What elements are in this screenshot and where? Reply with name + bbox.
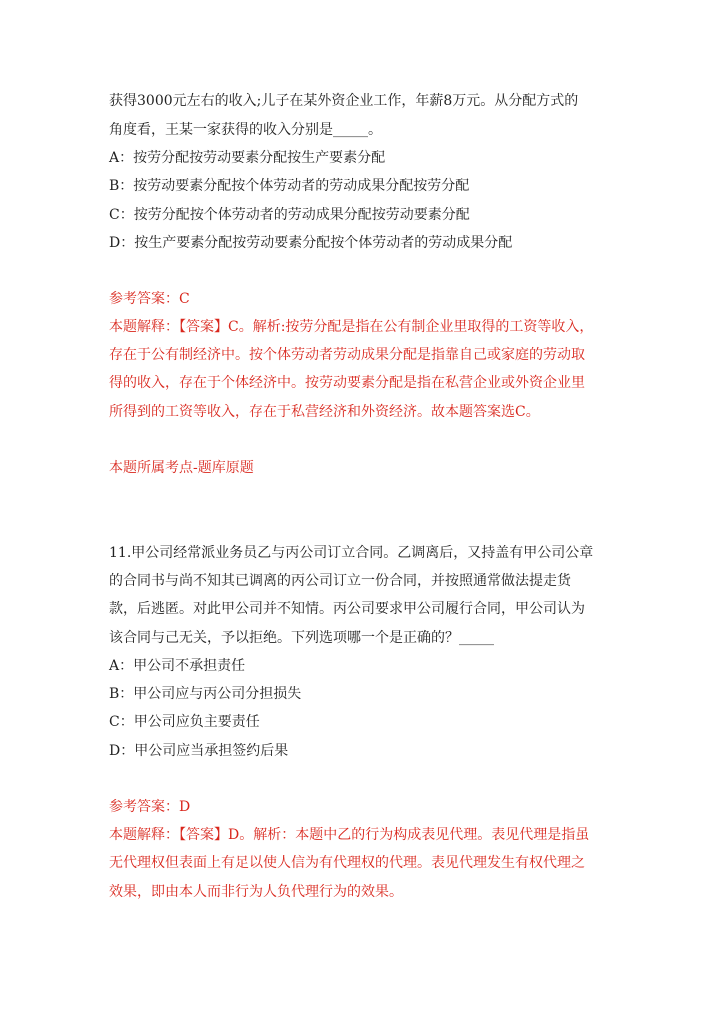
- question-11-option-b: B：甲公司应与丙公司分担损失: [109, 686, 302, 702]
- question-10-option-a: A：按劳分配按劳动要素分配按生产要素分配: [109, 150, 386, 166]
- question-11-option-d: D：甲公司应当承担签约后果: [109, 743, 289, 759]
- question-10-explanation-line-2: 存在于公有制经济中。按个体劳动者劳动成果分配是指靠自己或家庭的劳动取: [109, 347, 585, 363]
- question-10-explanation-line-1: 本题解释：【答案】C。解析:按劳分配是指在公有制企业里取得的工资等收入，: [109, 319, 594, 335]
- question-10-topic: 本题所属考点-题库原题: [109, 460, 254, 476]
- question-11-stem-line-3: 款，后逃匿。对此甲公司并不知情。丙公司要求甲公司履行合同，甲公司认为: [109, 601, 585, 617]
- question-10-option-d: D：按生产要素分配按劳动要素分配按个体劳动者的劳动成果分配: [109, 235, 513, 251]
- question-10-option-c: C：按劳分配按个体劳动者的劳动成果分配按劳动要素分配: [109, 207, 470, 223]
- question-11-stem-line-4: 该合同与己无关，予以拒绝。下列选项哪一个是正确的？_____: [109, 630, 494, 646]
- question-10-answer: 参考答案：C: [109, 291, 190, 307]
- question-11-stem-line-2: 的合同书与尚不知其已调离的丙公司订立一份合同，并按照通常做法提走货: [109, 573, 571, 589]
- question-11-option-a: A：甲公司不承担责任: [109, 658, 246, 674]
- question-11-explanation-line-2: 无代理权但表面上有足以使人信为有代理权的代理。表见代理发生有权代理之: [109, 855, 585, 871]
- question-10-explanation-line-3: 得的收入，存在于个体经济中。按劳动要素分配是指在私营企业或外资企业里: [109, 375, 585, 391]
- question-11-explanation-line-3: 效果，即由本人而非行为人负代理行为的效果。: [109, 884, 403, 900]
- question-11-option-c: C：甲公司应负主要责任: [109, 714, 260, 730]
- question-11-stem-line-1: 11.甲公司经常派业务员乙与丙公司订立合同。乙调离后，又持盖有甲公司公章: [109, 545, 594, 561]
- question-10-stem-line-1: 获得3000元左右的收入;儿子在某外资企业工作，年薪8万元。从分配方式的: [109, 93, 579, 109]
- question-10-option-b: B：按劳动要素分配按个体劳动者的劳动成果分配按劳分配: [109, 178, 470, 194]
- question-10-stem-line-2: 角度看，王某一家获得的收入分别是_____。: [109, 122, 382, 138]
- question-11-explanation-line-1: 本题解释：【答案】D。解析：本题中乙的行为构成表见代理。表见代理是指虽: [109, 827, 590, 843]
- question-11-answer: 参考答案：D: [109, 799, 191, 815]
- question-10-explanation-line-4: 所得到的工资等收入，存在于私营经济和外资经济。故本题答案选C。: [109, 404, 540, 420]
